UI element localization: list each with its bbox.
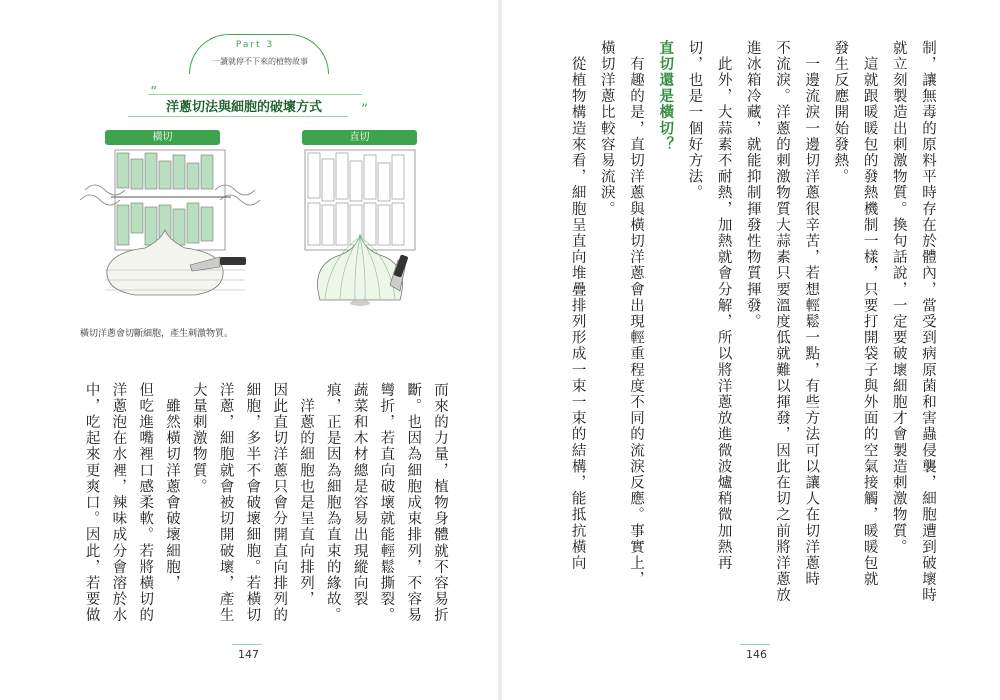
text-column: 切，也是一個好方法。 xyxy=(686,40,703,201)
text-column: 橫切洋蔥比較容易流淚。 xyxy=(598,40,615,218)
running-head xyxy=(195,28,315,50)
text-column: 蔬菜和木材總是容易出現縱向裂 xyxy=(351,382,368,608)
page-number-rule xyxy=(740,644,770,645)
label-vertical-cut: 直切 xyxy=(302,130,417,145)
text-column: 洋蔥泡在水裡，辣味成分會溶於水 xyxy=(110,382,127,624)
text-column: 此外，大蒜素不耐熱，加熱就會分解，所以將洋蔥放進微波爐稍微加熱再 xyxy=(715,40,732,572)
text-column: 洋蔥，細胞就會被切開破壞，產生 xyxy=(217,382,234,624)
text-column: 洋蔥的細胞也是呈直向排列， xyxy=(298,382,314,608)
horizontal-cut-illustration xyxy=(75,145,260,315)
text-column: 一邊流淚一邊切洋蔥很辛苦，若想輕鬆一點，有些方法可以讓人在切洋蔥時 xyxy=(803,40,820,588)
text-column: 這就跟暖暖包的發熱機制一樣，只要打開袋子與外面的空氣接觸，暖暖包就 xyxy=(861,40,878,588)
text-column: 因此直切洋蔥只會分開直向排列的 xyxy=(271,382,288,624)
text-column: 中，吃起來更爽口。因此，若要做 xyxy=(83,382,100,624)
text-column: 有趣的是，直切洋蔥與橫切洋蔥會出現輕重程度不同的流淚反應。事實上， xyxy=(628,40,644,588)
text-column: 細胞，多半不會破壞細胞。若橫切 xyxy=(244,382,261,624)
open-quote-icon: “ xyxy=(150,84,158,100)
text-column: 不流淚。洋蔥的刺激物質大蒜素只要溫度低就難以揮發，因此在切之前將洋蔥放 xyxy=(774,40,790,604)
book-subtitle: 一讀就停不下來的植物故事 xyxy=(212,57,308,66)
text-column: 痕，正是因為細胞為直束的緣故。 xyxy=(324,382,341,624)
page-number: 147 xyxy=(238,648,259,661)
text-column: 大量刺激物質。 xyxy=(190,382,207,495)
text-column: 就立刻製造出刺激物質。換句話說，一定要破壞細胞才會製造刺激物質。 xyxy=(890,40,907,556)
right-page xyxy=(500,0,1000,700)
text-column: 從植物構造來看，細胞呈直向堆疊排列形成一束一束的結構，能抵抗橫向 xyxy=(569,40,586,572)
section-heading: 直切還是橫切？ xyxy=(657,40,674,153)
text-column: 雖然橫切洋蔥會破壞細胞， xyxy=(164,382,180,592)
page-number: 146 xyxy=(746,648,767,661)
vertical-cut-illustration xyxy=(300,145,420,320)
figure-caption: 橫切洋蔥會切斷細胞，產生刺激物質。 xyxy=(80,329,234,339)
text-column: 斷。也因為細胞成束排列，不容易 xyxy=(405,382,422,624)
text-column: 發生反應開始發熱。 xyxy=(832,40,849,185)
part-label: Part 3 xyxy=(235,40,275,50)
text-column: 進冰箱冷藏，就能抑制揮發性物質揮發。 xyxy=(744,40,761,330)
title-rule-bottom xyxy=(128,116,348,117)
title-rule-top xyxy=(148,94,362,95)
text-column: 但吃進嘴裡口感柔軟。若將橫切的 xyxy=(137,382,154,624)
cell-grid-horizontal xyxy=(80,150,260,250)
label-horizontal-cut: 橫切 xyxy=(105,130,220,145)
text-column: 彎折，若直向破壞就能輕鬆撕裂。 xyxy=(378,382,395,624)
figure-title: 洋蔥切法與細胞的破壞方式 xyxy=(166,100,323,115)
text-column: 制，讓無毒的原料平時存在於體內，當受到病原菌和害蟲侵襲，細胞遭到破壞時 xyxy=(920,40,936,604)
close-quote-icon: ” xyxy=(360,102,368,118)
text-column: 而來的力量，植物身體就不容易折 xyxy=(432,382,448,624)
figure-title-block xyxy=(148,84,368,120)
page-number-rule xyxy=(232,644,262,645)
